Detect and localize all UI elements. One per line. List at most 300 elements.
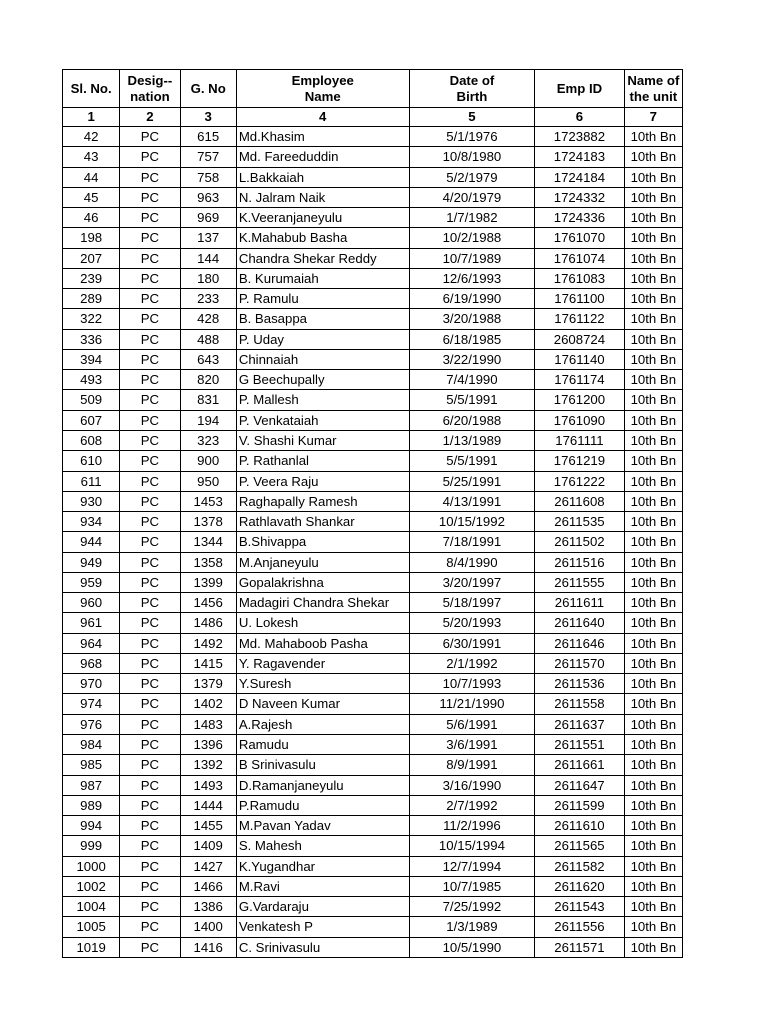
unit-name-cell: 10th Bn <box>624 329 682 349</box>
unit-name-cell: 10th Bn <box>624 248 682 268</box>
employee-name-cell: V. Shashi Kumar <box>236 430 409 450</box>
column-number: 5 <box>409 108 535 127</box>
g-no-cell: 757 <box>180 147 236 167</box>
unit-name-cell: 10th Bn <box>624 370 682 390</box>
sl-no-cell: 607 <box>63 410 120 430</box>
header-employee-name-text: Employee Name <box>291 73 354 104</box>
sl-no-cell: 289 <box>63 289 120 309</box>
employee-name-cell: L.Bakkaiah <box>236 167 409 187</box>
unit-name-cell: 10th Bn <box>624 836 682 856</box>
date-of-birth-cell: 7/25/1992 <box>409 897 535 917</box>
employee-name-cell: Chinnaiah <box>236 349 409 369</box>
table-row <box>63 167 683 187</box>
designation-cell: PC <box>120 512 180 532</box>
date-of-birth-cell: 10/15/1994 <box>409 836 535 856</box>
table-row <box>63 674 683 694</box>
unit-name-cell: 10th Bn <box>624 147 682 167</box>
employee-name-cell: K.Yugandhar <box>236 856 409 876</box>
sl-no-cell: 930 <box>63 491 120 511</box>
employee-name-cell: B.Shivappa <box>236 532 409 552</box>
designation-cell: PC <box>120 856 180 876</box>
emp-id-cell: 2611555 <box>535 572 624 592</box>
emp-id-cell: 2611610 <box>535 816 624 836</box>
sl-no-cell: 198 <box>63 228 120 248</box>
column-number: 4 <box>236 108 409 127</box>
g-no-cell: 194 <box>180 410 236 430</box>
emp-id-cell: 2611640 <box>535 613 624 633</box>
date-of-birth-cell: 10/8/1980 <box>409 147 535 167</box>
employee-table <box>62 69 683 958</box>
employee-name-cell: M.Pavan Yadav <box>236 816 409 836</box>
g-no-cell: 323 <box>180 430 236 450</box>
unit-name-cell: 10th Bn <box>624 897 682 917</box>
unit-name-cell: 10th Bn <box>624 552 682 572</box>
date-of-birth-cell: 1/7/1982 <box>409 208 535 228</box>
unit-name-cell: 10th Bn <box>624 491 682 511</box>
table-row <box>63 775 683 795</box>
employee-name-cell: P. Ramulu <box>236 289 409 309</box>
date-of-birth-cell: 4/13/1991 <box>409 491 535 511</box>
sl-no-cell: 944 <box>63 532 120 552</box>
g-no-cell: 233 <box>180 289 236 309</box>
sl-no-cell: 336 <box>63 329 120 349</box>
employee-name-cell: Venkatesh P <box>236 917 409 937</box>
header-row <box>63 70 683 108</box>
date-of-birth-cell: 5/18/1997 <box>409 593 535 613</box>
sl-no-cell: 608 <box>63 430 120 450</box>
table-row <box>63 694 683 714</box>
date-of-birth-cell: 3/6/1991 <box>409 734 535 754</box>
g-no-cell: 144 <box>180 248 236 268</box>
employee-name-cell: P. Veera Raju <box>236 471 409 491</box>
emp-id-cell: 2611620 <box>535 876 624 896</box>
employee-name-cell: Md. Fareeduddin <box>236 147 409 167</box>
unit-name-cell: 10th Bn <box>624 856 682 876</box>
table-row <box>63 633 683 653</box>
sl-no-cell: 1000 <box>63 856 120 876</box>
employee-name-cell: Y. Ragavender <box>236 653 409 673</box>
emp-id-cell: 2611661 <box>535 755 624 775</box>
unit-name-cell: 10th Bn <box>624 674 682 694</box>
date-of-birth-cell: 10/7/1985 <box>409 876 535 896</box>
date-of-birth-cell: 7/18/1991 <box>409 532 535 552</box>
designation-cell: PC <box>120 917 180 937</box>
emp-id-cell: 1761122 <box>535 309 624 329</box>
table-row <box>63 613 683 633</box>
emp-id-cell: 1724336 <box>535 208 624 228</box>
date-of-birth-cell: 3/22/1990 <box>409 349 535 369</box>
table-row <box>63 147 683 167</box>
g-no-cell: 1416 <box>180 937 236 957</box>
designation-cell: PC <box>120 248 180 268</box>
g-no-cell: 1453 <box>180 491 236 511</box>
unit-name-cell: 10th Bn <box>624 572 682 592</box>
sl-no-cell: 45 <box>63 187 120 207</box>
table-row <box>63 187 683 207</box>
g-no-cell: 900 <box>180 451 236 471</box>
employee-name-cell: A.Rajesh <box>236 714 409 734</box>
emp-id-cell: 2611516 <box>535 552 624 572</box>
table-row <box>63 370 683 390</box>
emp-id-cell: 2611502 <box>535 532 624 552</box>
sl-no-cell: 949 <box>63 552 120 572</box>
g-no-cell: 1427 <box>180 856 236 876</box>
designation-cell: PC <box>120 572 180 592</box>
sl-no-cell: 959 <box>63 572 120 592</box>
emp-id-cell: 1724183 <box>535 147 624 167</box>
g-no-cell: 1492 <box>180 633 236 653</box>
g-no-cell: 1396 <box>180 734 236 754</box>
unit-name-cell: 10th Bn <box>624 714 682 734</box>
unit-name-cell: 10th Bn <box>624 349 682 369</box>
designation-cell: PC <box>120 674 180 694</box>
date-of-birth-cell: 6/19/1990 <box>409 289 535 309</box>
designation-cell: PC <box>120 430 180 450</box>
table-row <box>63 329 683 349</box>
emp-id-cell: 2611535 <box>535 512 624 532</box>
emp-id-cell: 2611536 <box>535 674 624 694</box>
table-row <box>63 876 683 896</box>
employee-name-cell: P.Ramudu <box>236 795 409 815</box>
employee-name-cell: P. Rathanlal <box>236 451 409 471</box>
date-of-birth-cell: 6/18/1985 <box>409 329 535 349</box>
table-row <box>63 127 683 147</box>
sl-no-cell: 611 <box>63 471 120 491</box>
date-of-birth-cell: 4/20/1979 <box>409 187 535 207</box>
sl-no-cell: 509 <box>63 390 120 410</box>
designation-cell: PC <box>120 816 180 836</box>
date-of-birth-cell: 3/20/1997 <box>409 572 535 592</box>
date-of-birth-cell: 6/20/1988 <box>409 410 535 430</box>
table-row <box>63 491 683 511</box>
column-number: 3 <box>180 108 236 127</box>
emp-id-cell: 1761100 <box>535 289 624 309</box>
employee-name-cell: B. Kurumaiah <box>236 268 409 288</box>
employee-name-cell: Y.Suresh <box>236 674 409 694</box>
date-of-birth-cell: 11/2/1996 <box>409 816 535 836</box>
designation-cell: PC <box>120 613 180 633</box>
unit-name-cell: 10th Bn <box>624 127 682 147</box>
sl-no-cell: 610 <box>63 451 120 471</box>
unit-name-cell: 10th Bn <box>624 917 682 937</box>
employee-name-cell: B Srinivasulu <box>236 755 409 775</box>
designation-cell: PC <box>120 309 180 329</box>
employee-name-cell: P. Venkataiah <box>236 410 409 430</box>
g-no-cell: 1466 <box>180 876 236 896</box>
g-no-cell: 1483 <box>180 714 236 734</box>
g-no-cell: 963 <box>180 187 236 207</box>
employee-name-cell: Ramudu <box>236 734 409 754</box>
designation-cell: PC <box>120 268 180 288</box>
header-unit-name <box>624 70 682 108</box>
designation-cell: PC <box>120 694 180 714</box>
table-row <box>63 430 683 450</box>
unit-name-cell: 10th Bn <box>624 775 682 795</box>
employee-name-cell: C. Srinivasulu <box>236 937 409 957</box>
employee-name-cell: Md. Mahaboob Pasha <box>236 633 409 653</box>
employee-name-cell: Chandra Shekar Reddy <box>236 248 409 268</box>
sl-no-cell: 1019 <box>63 937 120 957</box>
date-of-birth-cell: 11/21/1990 <box>409 694 535 714</box>
date-of-birth-cell: 6/30/1991 <box>409 633 535 653</box>
designation-cell: PC <box>120 370 180 390</box>
sl-no-cell: 934 <box>63 512 120 532</box>
unit-name-cell: 10th Bn <box>624 653 682 673</box>
unit-name-cell: 10th Bn <box>624 795 682 815</box>
date-of-birth-cell: 5/5/1991 <box>409 451 535 471</box>
designation-cell: PC <box>120 329 180 349</box>
header-emp-id-text: Emp ID <box>556 80 603 96</box>
unit-name-cell: 10th Bn <box>624 816 682 836</box>
date-of-birth-cell: 7/4/1990 <box>409 370 535 390</box>
date-of-birth-cell: 10/15/1992 <box>409 512 535 532</box>
emp-id-cell: 1761200 <box>535 390 624 410</box>
sl-no-cell: 970 <box>63 674 120 694</box>
unit-name-cell: 10th Bn <box>624 471 682 491</box>
unit-name-cell: 10th Bn <box>624 410 682 430</box>
designation-cell: PC <box>120 390 180 410</box>
employee-name-cell: D.Ramanjaneyulu <box>236 775 409 795</box>
table-row <box>63 268 683 288</box>
emp-id-cell: 2611571 <box>535 937 624 957</box>
emp-id-cell: 2611558 <box>535 694 624 714</box>
unit-name-cell: 10th Bn <box>624 451 682 471</box>
table-row <box>63 714 683 734</box>
sl-no-cell: 239 <box>63 268 120 288</box>
employee-name-cell: Md.Khasim <box>236 127 409 147</box>
table-row <box>63 836 683 856</box>
sl-no-cell: 999 <box>63 836 120 856</box>
emp-id-cell: 2611582 <box>535 856 624 876</box>
sl-no-cell: 207 <box>63 248 120 268</box>
g-no-cell: 1415 <box>180 653 236 673</box>
unit-name-cell: 10th Bn <box>624 876 682 896</box>
unit-name-cell: 10th Bn <box>624 734 682 754</box>
unit-name-cell: 10th Bn <box>624 613 682 633</box>
g-no-cell: 758 <box>180 167 236 187</box>
table-row <box>63 795 683 815</box>
employee-name-cell: M.Anjaneyulu <box>236 552 409 572</box>
header-g-no <box>180 70 236 108</box>
emp-id-cell: 1761090 <box>535 410 624 430</box>
table-row <box>63 349 683 369</box>
column-number-row <box>63 108 683 127</box>
sl-no-cell: 394 <box>63 349 120 369</box>
table-row <box>63 289 683 309</box>
emp-id-cell: 2611570 <box>535 653 624 673</box>
date-of-birth-cell: 2/1/1992 <box>409 653 535 673</box>
g-no-cell: 1392 <box>180 755 236 775</box>
sl-no-cell: 984 <box>63 734 120 754</box>
table-row <box>63 512 683 532</box>
unit-name-cell: 10th Bn <box>624 430 682 450</box>
date-of-birth-cell: 5/20/1993 <box>409 613 535 633</box>
g-no-cell: 1493 <box>180 775 236 795</box>
sl-no-cell: 322 <box>63 309 120 329</box>
table-row <box>63 593 683 613</box>
date-of-birth-cell: 8/4/1990 <box>409 552 535 572</box>
designation-cell: PC <box>120 532 180 552</box>
emp-id-cell: 1761074 <box>535 248 624 268</box>
unit-name-cell: 10th Bn <box>624 937 682 957</box>
g-no-cell: 1409 <box>180 836 236 856</box>
table-row <box>63 552 683 572</box>
unit-name-cell: 10th Bn <box>624 593 682 613</box>
employee-name-cell: D Naveen Kumar <box>236 694 409 714</box>
employee-name-cell: B. Basappa <box>236 309 409 329</box>
unit-name-cell: 10th Bn <box>624 208 682 228</box>
g-no-cell: 1386 <box>180 897 236 917</box>
designation-cell: PC <box>120 653 180 673</box>
employee-name-cell: S. Mahesh <box>236 836 409 856</box>
g-no-cell: 1400 <box>180 917 236 937</box>
column-number: 6 <box>535 108 624 127</box>
sl-no-cell: 961 <box>63 613 120 633</box>
date-of-birth-cell: 10/7/1989 <box>409 248 535 268</box>
g-no-cell: 615 <box>180 127 236 147</box>
designation-cell: PC <box>120 491 180 511</box>
date-of-birth-cell: 1/13/1989 <box>409 430 535 450</box>
sl-no-cell: 960 <box>63 593 120 613</box>
designation-cell: PC <box>120 755 180 775</box>
emp-id-cell: 1761222 <box>535 471 624 491</box>
emp-id-cell: 1724184 <box>535 167 624 187</box>
designation-cell: PC <box>120 876 180 896</box>
unit-name-cell: 10th Bn <box>624 755 682 775</box>
emp-id-cell: 2611646 <box>535 633 624 653</box>
unit-name-cell: 10th Bn <box>624 228 682 248</box>
table-body <box>63 127 683 958</box>
g-no-cell: 1444 <box>180 795 236 815</box>
emp-id-cell: 1761070 <box>535 228 624 248</box>
sl-no-cell: 968 <box>63 653 120 673</box>
g-no-cell: 1358 <box>180 552 236 572</box>
header-unit-name-text: Name of the unit <box>627 73 680 104</box>
emp-id-cell: 1723882 <box>535 127 624 147</box>
unit-name-cell: 10th Bn <box>624 532 682 552</box>
designation-cell: PC <box>120 897 180 917</box>
employee-name-cell: N. Jalram Naik <box>236 187 409 207</box>
emp-id-cell: 2611556 <box>535 917 624 937</box>
g-no-cell: 969 <box>180 208 236 228</box>
unit-name-cell: 10th Bn <box>624 309 682 329</box>
emp-id-cell: 1724332 <box>535 187 624 207</box>
designation-cell: PC <box>120 795 180 815</box>
emp-id-cell: 2611551 <box>535 734 624 754</box>
unit-name-cell: 10th Bn <box>624 512 682 532</box>
table-row <box>63 816 683 836</box>
employee-name-cell: P. Mallesh <box>236 390 409 410</box>
table-row <box>63 532 683 552</box>
g-no-cell: 428 <box>180 309 236 329</box>
employee-name-cell: Rathlavath Shankar <box>236 512 409 532</box>
date-of-birth-cell: 3/20/1988 <box>409 309 535 329</box>
date-of-birth-cell: 5/1/1976 <box>409 127 535 147</box>
sl-no-cell: 989 <box>63 795 120 815</box>
g-no-cell: 831 <box>180 390 236 410</box>
g-no-cell: 1456 <box>180 593 236 613</box>
emp-id-cell: 2611565 <box>535 836 624 856</box>
unit-name-cell: 10th Bn <box>624 633 682 653</box>
sl-no-cell: 46 <box>63 208 120 228</box>
g-no-cell: 820 <box>180 370 236 390</box>
sl-no-cell: 976 <box>63 714 120 734</box>
emp-id-cell: 2611637 <box>535 714 624 734</box>
emp-id-cell: 1761111 <box>535 430 624 450</box>
sl-no-cell: 985 <box>63 755 120 775</box>
date-of-birth-cell: 5/6/1991 <box>409 714 535 734</box>
sl-no-cell: 964 <box>63 633 120 653</box>
column-number: 1 <box>63 108 120 127</box>
designation-cell: PC <box>120 187 180 207</box>
date-of-birth-cell: 10/2/1988 <box>409 228 535 248</box>
g-no-cell: 1399 <box>180 572 236 592</box>
emp-id-cell: 2611599 <box>535 795 624 815</box>
employee-name-cell: G Beechupally <box>236 370 409 390</box>
sl-no-cell: 1005 <box>63 917 120 937</box>
emp-id-cell: 1761140 <box>535 349 624 369</box>
sl-no-cell: 493 <box>63 370 120 390</box>
date-of-birth-cell: 1/3/1989 <box>409 917 535 937</box>
emp-id-cell: 1761174 <box>535 370 624 390</box>
header-designation <box>120 70 180 108</box>
table-row <box>63 451 683 471</box>
designation-cell: PC <box>120 734 180 754</box>
employee-name-cell: Raghapally Ramesh <box>236 491 409 511</box>
emp-id-cell: 2608724 <box>535 329 624 349</box>
employee-name-cell: K.Mahabub Basha <box>236 228 409 248</box>
header-date-of-birth-text: Date of Birth <box>449 73 495 104</box>
designation-cell: PC <box>120 349 180 369</box>
employee-name-cell: G.Vardaraju <box>236 897 409 917</box>
designation-cell: PC <box>120 208 180 228</box>
emp-id-cell: 2611611 <box>535 593 624 613</box>
table-row <box>63 572 683 592</box>
designation-cell: PC <box>120 289 180 309</box>
sl-no-cell: 44 <box>63 167 120 187</box>
g-no-cell: 488 <box>180 329 236 349</box>
g-no-cell: 950 <box>180 471 236 491</box>
table-row <box>63 208 683 228</box>
designation-cell: PC <box>120 228 180 248</box>
employee-name-cell: P. Uday <box>236 329 409 349</box>
employee-name-cell: Madagiri Chandra Shekar <box>236 593 409 613</box>
emp-id-cell: 1761219 <box>535 451 624 471</box>
sl-no-cell: 43 <box>63 147 120 167</box>
unit-name-cell: 10th Bn <box>624 390 682 410</box>
unit-name-cell: 10th Bn <box>624 268 682 288</box>
table-row <box>63 897 683 917</box>
header-sl-no <box>63 70 120 108</box>
designation-cell: PC <box>120 552 180 572</box>
unit-name-cell: 10th Bn <box>624 694 682 714</box>
date-of-birth-cell: 10/7/1993 <box>409 674 535 694</box>
g-no-cell: 1402 <box>180 694 236 714</box>
designation-cell: PC <box>120 167 180 187</box>
designation-cell: PC <box>120 127 180 147</box>
table-row <box>63 309 683 329</box>
designation-cell: PC <box>120 775 180 795</box>
sl-no-cell: 974 <box>63 694 120 714</box>
sl-no-cell: 1002 <box>63 876 120 896</box>
date-of-birth-cell: 8/9/1991 <box>409 755 535 775</box>
designation-cell: PC <box>120 937 180 957</box>
emp-id-cell: 2611608 <box>535 491 624 511</box>
designation-cell: PC <box>120 451 180 471</box>
table-row <box>63 653 683 673</box>
g-no-cell: 180 <box>180 268 236 288</box>
date-of-birth-cell: 5/2/1979 <box>409 167 535 187</box>
